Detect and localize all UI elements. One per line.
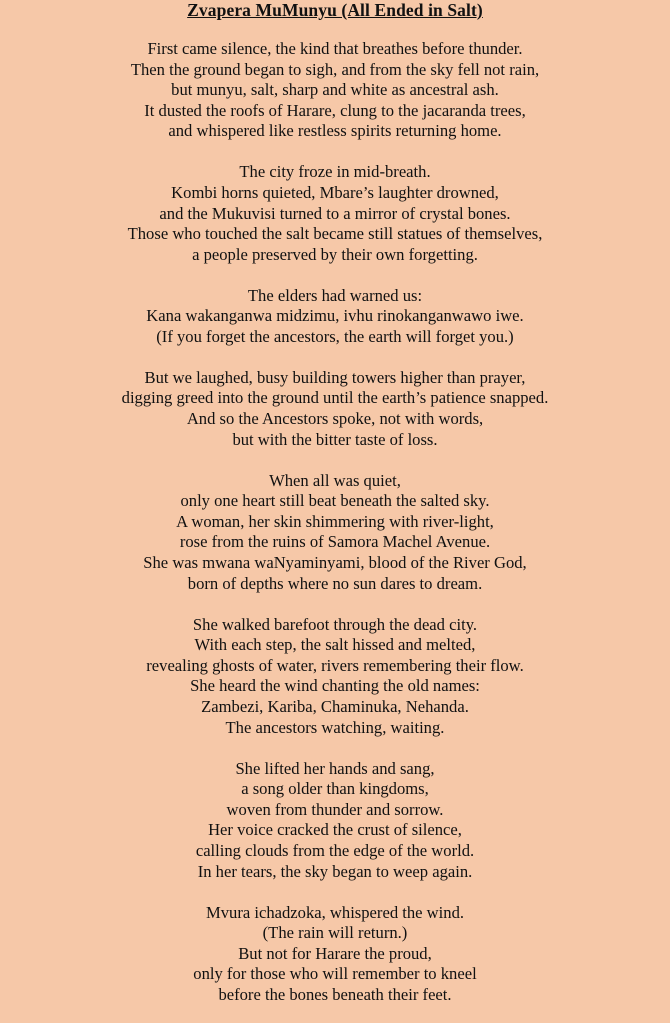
poem-line: A woman, her skin shimmering with river-light, <box>176 511 494 531</box>
poem-line: When all was quiet, <box>269 470 401 490</box>
stanza-2 <box>0 162 670 265</box>
poem-line: revealing ghosts of water, rivers remembering their flow. <box>146 655 524 675</box>
poem-line: Zambezi, Kariba, Chaminuka, Nehanda. <box>201 696 469 716</box>
poem-line: before the bones beneath their feet. <box>218 984 452 1004</box>
poem-line: digging greed into the ground until the earth’s patience snapped. <box>121 388 549 408</box>
poem-line: In her tears, the sky began to weep again. <box>197 861 473 881</box>
poem-line: only for those who will remember to kneel <box>193 964 477 984</box>
poem-line: (If you forget the ancestors, the earth will forget you.) <box>156 326 514 346</box>
poem-line: With each step, the salt hissed and melted, <box>194 635 476 655</box>
poem-line: (The rain will return.) <box>262 923 408 943</box>
poem-line: Kombi horns quieted, Mbare’s laughter drowned, <box>171 182 499 202</box>
poem-line: She heard the wind chanting the old names: <box>190 676 480 696</box>
stanza-1 <box>0 39 670 142</box>
poem-line: Those who touched the salt became still statues of themselves, <box>127 224 543 244</box>
poem-line: Then the ground began to sigh, and from the sky fell not rain, <box>130 59 540 79</box>
poem-line: a people preserved by their own forgetting. <box>192 244 478 264</box>
poem-line: woven from thunder and sorrow. <box>226 799 444 819</box>
poem-line: and the Mukuvisi turned to a mirror of crystal bones. <box>159 203 511 223</box>
poem-line: The elders had warned us: <box>247 285 423 305</box>
poem-line: She walked barefoot through the dead city. <box>192 614 478 634</box>
poem-line: She lifted her hands and sang, <box>235 758 435 778</box>
poem-line: Kana wakanganwa midzimu, ivhu rinokanganwawo iwe. <box>146 306 524 326</box>
poem-line: But not for Harare the proud, <box>238 943 432 963</box>
poem-title: Zvapera MuMunyu (All Ended in Salt) <box>187 0 483 20</box>
poem-line: But we laughed, busy building towers higher than prayer, <box>144 367 526 387</box>
stanza-5 <box>0 471 670 595</box>
stanza-3 <box>0 286 670 348</box>
poem-line: First came silence, the kind that breathes before thunder. <box>147 39 523 58</box>
poem-line: but with the bitter taste of loss. <box>232 429 438 449</box>
poem-line: The city froze in mid-breath. <box>239 162 431 182</box>
poem-line: It dusted the roofs of Harare, clung to the jacaranda trees, <box>144 100 526 120</box>
poem-line: rose from the ruins of Samora Machel Avenue. <box>179 532 491 552</box>
poem-line: only one heart still beat beneath the salted sky. <box>180 491 490 511</box>
poem-line: and whispered like restless spirits returning home. <box>168 121 502 141</box>
poem-body <box>0 39 670 1005</box>
poem-line: born of depths where no sun dares to dream. <box>187 573 483 593</box>
poem-line: And so the Ancestors spoke, not with words, <box>186 409 484 429</box>
poem-line: Her voice cracked the crust of silence, <box>208 820 462 840</box>
poem-line: She was mwana waNyaminyami, blood of the River God, <box>143 553 527 573</box>
stanza-7 <box>0 759 670 883</box>
poem-line: calling clouds from the edge of the world. <box>195 840 475 860</box>
stanza-8 <box>0 903 670 1006</box>
stanza-4 <box>0 368 670 450</box>
poem-line: Mvura ichadzoka, whispered the wind. <box>205 902 465 922</box>
stanza-6 <box>0 615 670 739</box>
poem-line: but munyu, salt, sharp and white as ancestral ash. <box>171 80 499 100</box>
poem-line: The ancestors watching, waiting. <box>225 717 445 737</box>
poem-line: a song older than kingdoms, <box>241 779 429 799</box>
